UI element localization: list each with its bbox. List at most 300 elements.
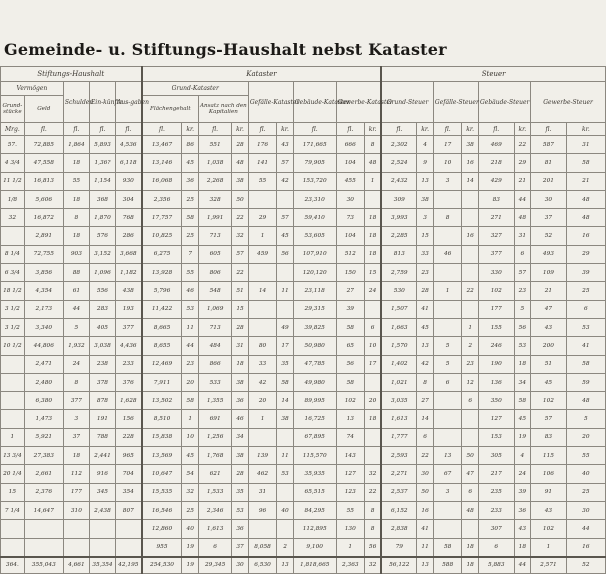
table-cell: 1 [1,428,25,446]
table-cell: 3,668 [116,245,142,263]
table-cell: 38 [277,410,294,428]
table-cell: 1,473 [24,410,63,428]
table-cell: 58 [336,318,364,336]
table-cell: 53,605 [293,227,336,245]
table-cell: 469 [478,136,514,154]
table-cell: 16 [462,154,479,172]
table-cell: 102 [531,520,567,538]
table-cell: 177 [478,300,514,318]
table-cell: 965 [116,447,142,465]
table-cell: 2,759 [381,264,417,282]
unit-fl: fl. [433,123,461,136]
table-cell: 1 [248,227,276,245]
table-cell: 930 [116,172,142,190]
table-row [1,227,606,245]
table-cell: 18 [63,227,89,245]
table-cell: 40 [182,520,199,538]
table-cell: 156 [116,410,142,428]
table-cell: 31 [248,483,276,501]
table-cell [1,373,25,391]
table-cell: 1 [365,172,382,190]
table-cell: 23 [462,355,479,373]
unit-fl: fl. [336,123,364,136]
table-cell: 38 [232,447,249,465]
total-cell: 30 [232,557,249,574]
table-cell: 377 [116,318,142,336]
table-cell: 36 [232,520,249,538]
table-cell: 50,980 [293,337,336,355]
total-cell: 1,818,665 [293,557,336,574]
table-cell: 459 [248,245,276,263]
table-cell: 1/8 [1,190,25,208]
table-cell: 7 [182,245,199,263]
unit-morgen: Mrg. [1,123,25,136]
table-cell: 10 [182,428,199,446]
table-cell [116,538,142,557]
table-cell [277,264,294,282]
table-cell: 271 [478,209,514,227]
table-cell: 24 [63,355,89,373]
table-cell: 2,537 [381,483,417,501]
table-cell: 61 [63,282,89,300]
table-cell: 58 [566,154,605,172]
table-cell: 368 [89,190,115,208]
table-cell: 813 [381,245,417,263]
table-cell: 2,593 [381,447,417,465]
table-cell: 42 [277,172,294,190]
table-cell: 25 [182,190,199,208]
table-cell: 43 [531,501,567,519]
table-cell: 28 [232,318,249,336]
table-cell [365,190,382,208]
table-cell: 8 [417,373,434,391]
table-cell: 83 [531,428,567,446]
table-cell: 176 [248,136,276,154]
table-cell: 10 1/2 [1,337,25,355]
unit-fl: fl. [248,123,276,136]
table-cell: 190 [478,355,514,373]
table-cell: 46 [232,410,249,428]
table-cell: 54 [182,465,199,483]
table-cell: 115,570 [293,447,336,465]
total-cell: 355,043 [24,557,63,574]
table-cell: 19 [514,428,531,446]
table-cell: 2,471 [24,355,63,373]
table-cell: 28 [232,136,249,154]
table-cell [248,190,276,208]
table-cell [433,428,461,446]
table-cell: 13 [433,447,461,465]
table-cell: 18 [365,245,382,263]
table-cell: 53 [566,318,605,336]
table-cell: 5 [566,410,605,428]
table-cell: 788 [89,428,115,446]
table-cell: 605 [199,245,232,263]
table-cell: 1,021 [381,373,417,391]
unit-fl: fl. [142,123,182,136]
table-cell: 13 3/4 [1,447,25,465]
table-cell: 3 [63,410,89,428]
table-cell: 2,438 [89,501,115,519]
table-cell: 2,661 [24,465,63,483]
table-cell: 304 [116,190,142,208]
table-cell [277,190,294,208]
table-cell: 27 [336,282,364,300]
table-cell: 768 [116,209,142,227]
table-cell [433,190,461,208]
table-cell: 2 [277,538,294,557]
table-cell: 37 [63,428,89,446]
table-cell: 1,570 [381,337,417,355]
table-cell: 1,096 [89,264,115,282]
table-cell [462,428,479,446]
table-cell: 5 [433,355,461,373]
table-cell: 57 [514,264,531,282]
table-cell: 307 [478,520,514,538]
table-cell: 27,383 [24,447,63,465]
table-cell: 193 [116,300,142,318]
table-cell: 233 [116,355,142,373]
table-cell: 56 [365,538,382,557]
table-row [1,538,606,557]
table-cell: 40 [277,501,294,519]
table-cell: 3,035 [381,392,417,410]
table-cell: 73 [336,209,364,227]
table-cell: 46 [182,282,199,300]
table-cell: 49 [277,318,294,336]
table-cell [277,483,294,501]
table-cell: 48 [566,190,605,208]
table-cell: 5 [514,300,531,318]
table-cell: 130 [336,520,364,538]
total-cell: 56,122 [381,557,417,574]
table-cell: 246 [478,337,514,355]
table-cell [433,520,461,538]
table-cell [1,227,25,245]
table-cell [462,520,479,538]
table-cell: 41 [566,337,605,355]
table-cell: 327 [478,227,514,245]
table-cell: 6,275 [142,245,182,263]
total-cell: 588 [433,557,461,574]
table-cell: 1,402 [381,355,417,373]
table-row [1,520,606,538]
table-cell: 21 [514,172,531,190]
table-cell: 40 [566,465,605,483]
table-cell: 15 [232,300,249,318]
header-haushalt: Stiftungs-Haushalt [1,67,142,82]
table-cell: 58 [514,392,531,410]
total-row [1,557,606,574]
table-cell: 217 [478,465,514,483]
table-cell: 8,058 [248,538,276,557]
table-cell: 21 [566,172,605,190]
table-cell: 24 [514,465,531,483]
table-cell: 11 [417,538,434,557]
table-cell: 30 [531,190,567,208]
table-cell [365,447,382,465]
table-row [1,373,606,391]
table-cell: 1,663 [381,318,417,336]
table-cell: 43 [277,136,294,154]
table-cell: 58 [182,209,199,227]
table-cell: 2,480 [24,373,63,391]
table-cell: 551 [199,136,232,154]
table-cell [277,520,294,538]
table-cell: 102 [478,282,514,300]
table-cell: 27 [417,392,434,410]
table-cell [24,538,63,557]
table-cell: 18 [232,355,249,373]
table-cell: 1,777 [381,428,417,446]
table-cell: 8,510 [142,410,182,428]
table-cell [1,538,25,557]
table-cell [433,300,461,318]
unit-kr: kr. [417,123,434,136]
table-cell: 548 [199,282,232,300]
table-cell: 79 [381,538,417,557]
table-cell: 29 [248,209,276,227]
table-cell: 2,173 [24,300,63,318]
table-cell: 37 [232,538,249,557]
table-cell: 13,569 [142,447,182,465]
table-cell: 3,340 [24,318,63,336]
table-cell: 3 [433,483,461,501]
table-cell: 39 [514,483,531,501]
table-cell: 120,120 [293,264,336,282]
table-cell: 25 [566,282,605,300]
table-cell: 104 [336,154,364,172]
table-cell: 16,872 [24,209,63,227]
table-cell: 2,271 [381,465,417,483]
table-cell: 14,647 [24,501,63,519]
table-cell: 286 [116,227,142,245]
table-cell: 16 [566,538,605,557]
total-cell: 364. [1,557,25,574]
table-cell: 32 [182,483,199,501]
table-row [1,355,606,373]
table-cell: 955 [142,538,182,557]
table-row [1,447,606,465]
table-cell: 39 [566,264,605,282]
table-cell: 16,546 [142,501,182,519]
table-cell: 91 [531,483,567,501]
table-cell: 18 [365,227,382,245]
table-cell: 41 [417,300,434,318]
table-cell: 8 1/4 [1,245,25,263]
table-cell: 15 [365,264,382,282]
table-cell: 57. [1,136,25,154]
table-cell: 58 [336,373,364,391]
table-cell: 6 [566,300,605,318]
header-steuerkapital: Ansatz nach den Kapitalien [199,96,249,123]
table-row [1,483,606,501]
table-cell: 8 [63,373,89,391]
table-cell: 45 [182,447,199,465]
table-cell: 1,533 [199,483,232,501]
total-cell: 5,883 [478,557,514,574]
table-cell: 455 [336,172,364,190]
table-cell: 621 [199,465,232,483]
table-cell: 13,502 [142,392,182,410]
table-cell: 916 [89,465,115,483]
table-cell: 1,991 [199,209,232,227]
table-cell [462,245,479,263]
total-cell: 44 [514,557,531,574]
table-cell: 23 [514,282,531,300]
table-cell: 4,436 [116,337,142,355]
table-cell: 22 [232,264,249,282]
table-cell: 8,665 [142,318,182,336]
table-cell: 13 [417,172,434,190]
table-cell: 177 [63,483,89,501]
header-schulden: Schulden [63,82,89,123]
table-cell: 14 [248,282,276,300]
total-cell: 254,530 [142,557,182,574]
table-cell [248,300,276,318]
table-cell: 15 [417,227,434,245]
table-cell: 14 [277,392,294,410]
table-cell [248,264,276,282]
table-cell: 44 [514,190,531,208]
table-cell: 8 [365,136,382,154]
table-cell: 58 [566,355,605,373]
table-cell: 30 [336,190,364,208]
table-cell [433,227,461,245]
table-cell: 1,256 [199,428,232,446]
table-cell: 55 [63,172,89,190]
table-cell [433,392,461,410]
table-cell: 11 1/2 [1,172,25,190]
table-cell: 48 [566,392,605,410]
table-cell [63,520,89,538]
table-cell: 56 [336,355,364,373]
table-cell: 3 1/2 [1,300,25,318]
table-cell [24,520,63,538]
table-cell: 23 [417,264,434,282]
table-row [1,337,606,355]
table-cell [1,410,25,428]
table-cell: 3,993 [381,209,417,227]
table-cell: 74 [336,428,364,446]
table-cell: 587 [531,136,567,154]
table-cell [248,318,276,336]
unit-kr: kr. [462,123,479,136]
table-cell: 713 [199,318,232,336]
table-cell: 377 [63,392,89,410]
table-cell: 35,935 [293,465,336,483]
header-geld: Geld [24,96,63,123]
table-cell: 42 [417,355,434,373]
table-cell: 88 [63,264,89,282]
table-cell: 1 [182,410,199,428]
table-cell: 41 [417,520,434,538]
table-cell: 171,665 [293,136,336,154]
total-cell: 29,345 [199,557,232,574]
table-cell: 96 [248,501,276,519]
table-cell: 806 [199,264,232,282]
table-cell: 18 [514,538,531,557]
unit-fl: fl. [531,123,567,136]
table-cell: 2,376 [24,483,63,501]
table-cell: 16,725 [293,410,336,428]
table-cell: 31 [232,337,249,355]
table-cell [433,318,461,336]
table-cell: 38 [417,190,434,208]
table-cell: 462 [248,465,276,483]
table-cell: 136 [478,373,514,391]
table-cell: 45 [531,373,567,391]
table-cell: 39,825 [293,318,336,336]
table-cell: 6 [514,245,531,263]
table-cell: 8 [365,501,382,519]
table-cell: 6 [462,483,479,501]
table-cell: 53 [182,300,199,318]
table-cell: 1 [433,282,461,300]
table-cell: 123 [336,483,364,501]
table-cell: 330 [478,264,514,282]
table-cell [433,501,461,519]
table-cell: 13,467 [142,136,182,154]
table-cell: 44 [182,337,199,355]
header-einkuenfte: Ein-künfte [89,82,115,123]
table-cell: 43 [514,520,531,538]
table-cell: 200 [531,337,567,355]
table-cell: 57 [531,410,567,428]
table-cell: 32 [1,209,25,227]
table-row [1,282,606,300]
table-cell: 283 [89,300,115,318]
table-cell: 18 [63,154,89,172]
table-cell: 65,515 [293,483,336,501]
table-cell: 18 1/2 [1,282,25,300]
table-row [1,318,606,336]
table-cell: 309 [381,190,417,208]
table-cell: 807 [116,501,142,519]
table-cell: 530 [381,282,417,300]
table-cell: 512 [336,245,364,263]
table-row [1,428,606,446]
table-cell: 1 [336,538,364,557]
table-cell: 9,100 [293,538,336,557]
header-ausgaben: Aus-gaben [116,82,142,123]
table-row [1,465,606,483]
table-cell [433,264,461,282]
table-cell: 4,536 [116,136,142,154]
table-cell: 2,268 [199,172,232,190]
table-cell: 12,469 [142,355,182,373]
table-cell: 15 [1,483,25,501]
table-cell: 438 [116,282,142,300]
table-cell: 86 [182,136,199,154]
table-cell: 43 [531,318,567,336]
table-cell: 89,995 [293,392,336,410]
table-cell: 7,911 [142,373,182,391]
table-cell: 32 [365,465,382,483]
table-cell: 31 [566,136,605,154]
table-cell: 1,870 [89,209,115,227]
table-cell: 8 [433,209,461,227]
table-cell: 16 [462,227,479,245]
table-cell: 2,285 [381,227,417,245]
table-cell: 58 [277,373,294,391]
table-cell: 153,720 [293,172,336,190]
table-cell: 25 [566,483,605,501]
table-cell: 17 [277,337,294,355]
unit-kr: kr. [182,123,199,136]
table-cell: 20 [365,392,382,410]
table-cell [248,428,276,446]
